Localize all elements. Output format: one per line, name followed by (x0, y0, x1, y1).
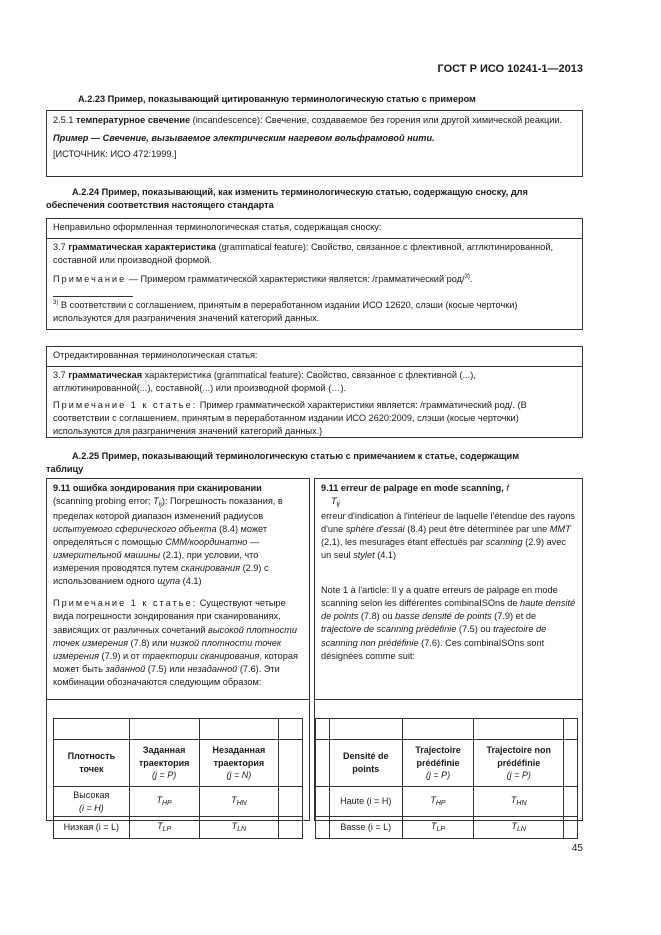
ru-col-defined: Заданная траектория (j = P) (129, 740, 199, 787)
edited-box-header: Отредактированная терминологическая статья: (53, 350, 258, 360)
ru-cell-lp: $T_{LP}$ (129, 817, 199, 839)
a223-definition: 2.5.1 температурное свечение (incandescence): Свечение, создаваемое без горения или другой химической реакции. (53, 115, 563, 125)
section-a225-title: А.2.25 Пример, показывающий терминологическую статью с примечанием к статье, содержащим таблицу (46, 451, 519, 475)
incorrect-entry-note: Примечание — Примером грамматической характеристики является: /грамматический род/$^{3)}$. (53, 274, 473, 285)
edited-entry-definition: 3.7 грамматическая характеристика (grammatical feature): Свойство, связанное с флективной (...), агглютинированной(...), составной(...) или производной формой (…). (53, 370, 476, 394)
bilingual-entry (46, 478, 583, 834)
fr-col-predefined: Trajectoire prédéfinie (j = P) (402, 740, 474, 787)
fr-divider (315, 699, 582, 700)
ru-combination-table (53, 718, 303, 839)
fr-row-low: Basse (i = L) (329, 817, 402, 839)
ru-divider (47, 699, 309, 700)
fr-col-not-predefined: Trajectoire non prédéfinie (j = P) (474, 740, 564, 787)
fr-symbol: $T_{ij}$ (331, 496, 340, 509)
section-a223-title: А.2.23 Пример, показывающий цитированную терминологическую статью с примером (78, 94, 476, 104)
russian-column (46, 478, 310, 834)
ru-col-undefined: Незаданная траектория (j = N) (199, 740, 279, 787)
fr-cell-lp: $T_{LP}$ (402, 817, 474, 839)
a224-incorrect-box (46, 218, 583, 330)
incorrect-entry-footnote: $^{3)}$ В соответствии с соглашением, принятым в переработанном издании ИСО 12620, слэши (косые черточки) используются для разграничения значений категорий данных. (53, 300, 518, 324)
ru-cell-hp: $T_{HP}$ (129, 787, 199, 817)
fr-cell-ln: $T_{LN}$ (474, 817, 564, 839)
ru-row-low: Низкая (i = L) (54, 817, 130, 839)
ru-cell-hn: $T_{HN}$ (199, 787, 279, 817)
ru-note: Примечание 1 к статье: Существуют четыре вида погрешности зондирования при сканированиях, зависящих от различных сочетаний высокой плотности точек измерения (7.8) или низкой плотности точек измерения (7.9) и от траектории сканирования, которая может быть заданной (7.5) или незаданной (7.6). Эти комбинации обозначаются следующим образом: (53, 598, 298, 687)
incorrect-entry-definition: 3.7 грамматическая характеристика (grammatical feature): Свойство, связанное с флективной, агглютинированной, составной или производной формой. (53, 242, 554, 266)
ru-col-density: Плотность точек (54, 740, 130, 787)
ru-definition: (scanning probing error; $T_{ij}$): Погрешность показания, в пределах которой диапазон изменений радиусов испытуемого сферического объекта (8.4) может определяться с помощью СММ/координатно — измерительной машины (2.1), при условии, что измерения проводятся путем сканирования (2.9) с использованием одного щупа (4.1) (53, 496, 283, 587)
document-header: ГОСТ Р ИСО 10241-1—2013 (437, 63, 583, 75)
fr-definition: erreur d'indication à l'intérieur de laquelle l'étendue des rayons d'une sphère d'essai (8.4) peut être déterminée par une MMT (2.1), les mesurages étant effectués par scanning (2.9) avec un seul stylet (4.1) (321, 511, 575, 561)
fr-col-density: Densité de points (329, 740, 402, 787)
fr-cell-hn: $T_{HN}$ (474, 787, 564, 817)
a223-entry-box (46, 110, 583, 177)
incorrect-box-header: Неправильно оформленная терминологическая статья, содержащая сноску: (53, 222, 382, 232)
footnote-rule (53, 296, 133, 297)
ru-row-high: Высокая (i = H) (54, 787, 130, 817)
fr-combination-table (315, 718, 578, 839)
section-a224-title: А.2.24 Пример, показывающий, как изменить терминологическую статью, содержащую сноску, для обеспечения соответствия настоящего стандарта (46, 187, 528, 211)
fr-cell-hp: $T_{HP}$ (402, 787, 474, 817)
fr-note: Note 1 à l'article: Il y a quatre erreurs de palpage en mode scanning selon les différentes combinaISOns de haute densité de points (7.8) ou basse densité de points (7.9) et de trajectoire de scanning prédéfinie (7.5) ou trajectoire de scanning non prédéfinie (7.6). Ces combinaISOns sont désignées comme suit: (321, 585, 576, 661)
a223-source: [ИСТОЧНИК: ИСО 472:1999.] (53, 149, 177, 160)
a224-edited-box (46, 346, 583, 438)
a223-example: Пример — Свечение, вызываемое электрическим нагревом вольфрамовой нити. (53, 133, 435, 144)
ru-cell-ln: $T_{LN}$ (199, 817, 279, 839)
fr-term-heading: 9.11 erreur de palpage en mode scanning, f (321, 483, 509, 493)
ru-term-heading: 9.11 ошибка зондирования при сканировании (53, 483, 262, 493)
french-column (314, 478, 583, 834)
fr-row-high: Haute (i = H) (329, 787, 402, 817)
page-number: 45 (571, 843, 583, 854)
edited-entry-note: Примечание 1 к статье: Пример грамматической характеристики является: /грамматический род/. (В соответствии с соглашением, принятым в переработанном издании ИСО 2620:2009, слэши (косые черточки) используются для разграничения значений категорий данных.} (53, 400, 527, 437)
